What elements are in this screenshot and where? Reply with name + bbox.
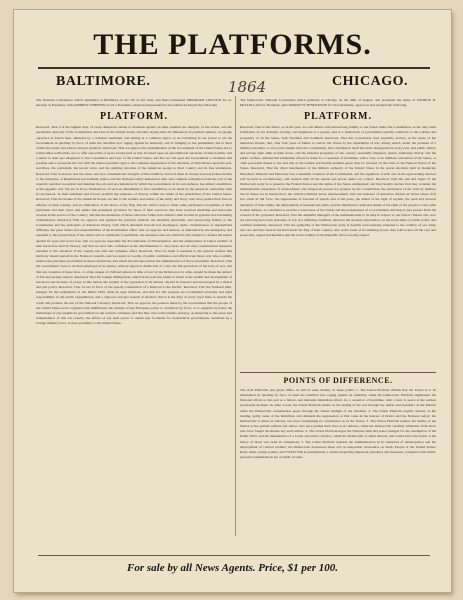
sale-notice: For sale by all News Agents. Price, $1 per 100. [126,562,339,574]
chicago-column [240,74,436,239]
handwritten-year: 1864 [228,78,267,96]
points-heading: POINTS OF DIFFERENCE. [283,376,393,385]
points-rule [240,372,436,373]
bottom-rule [38,555,430,556]
broadside-sheet [14,10,451,592]
points-of-difference-section [240,370,436,460]
top-rule [38,67,430,69]
baltimore-platform-heading: PLATFORM. [100,111,168,123]
baltimore-platform-text: Resolved, That it is the highest duty of every American citizen to maintain against all their enemies the integrity of the Union, and the paramount authority of the Constitution and laws of the United States; and that, laying aside all differences of political opinion, we pledge ourselves as Union men, animated by a common sentiment, and aiming at a common object, to do everything in our power to aid the Government in quelling by force of arms the rebellion now raging against its authority, and in bringing to the punishment due to their crimes the rebels and traitors arrayed against it. Resolved, That we approve the determination of the Government of the United States not to compromise with rebels, nor to offer any terms of peace except such as may be based upon an unconditional surrender of their hostility and a return to their just allegiance to the Constitution and laws of the United States, and that we call upon the Government to maintain this position and to prosecute the war with the utmost possible vigor to the complete suppression of the rebellion, in full reliance upon the self-sacrifices, the patriotism, the heroic valor, and the undying devotion of the American people to their country and its free institutions. Resolved, That as slavery was the cause, and now constitutes the strength, of this rebellion, and as it must be always and everywhere hostile to the principles of Republican Government, justice and the National safety demand its utter and complete extirpation from the soil of the republic; and that we uphold and maintain the acts and proclamations by which the Government, in its own defence, has aimed a deathblow at this gigantic evil. We are in favor, furthermore, of such an amendment to the Constitution, to be made by the people in conformity with its provisions, as shall terminate and forever prohibit the existence of Slavery within the limits of the jurisdiction of the United States. Resolved, That the thanks of the American People are due to the soldiers and sailors of the Army and Navy, who have periled their lives in defence of their country, and in vindication of the honor of the flag; that the nation owes to them some permanent recognition of their patriotism and their valor, and ample and permanent provision for those of their survivors who have received disabling and honorable wounds in the service of the country; and that the memories of those who have fallen in its defence shall be held in grateful and everlasting remembrance. Resolved, That we approve and applaud the practical wisdom, the unselfish patriotism, and unswerving fidelity to the Constitution and the principles of American liberty, with which Abraham Lincoln has discharged, under circumstances of unparalleled difficulty, the great duties and responsibilities of the Presidential office; that we approve and indorse, as demanded by the emergency and essential to the preservation of the nation and as within the Constitution, the measures and acts which he has adopted to defend the nation against its open and secret foes; that we approve especially the Proclamation of Emancipation, and the employment as Union soldiers of men heretofore held in Slavery; and that we have full confidence in his determination to carry these and all other constitutional measures essential to the salvation of the country into full and complete effect. Resolved, That we deem it essential to the general welfare that harmony should prevail in the National councils, and we regard as worthy of public confidence and official trust those only who cordially indorse the principles proclaimed in these resolutions, and which should characterize the administration of the Government. Resolved, That the Government owes to all men employed in its armies, without regard to distinction of color, the full protection of the laws of war; and that any violation of these laws, or of the usages of civilized nations in time of war by the Rebels now in arms, should be made the subject of full and prompt redress. Resolved, That the foreign immigration, which in the past has added so much to the wealth and development of resources and increase of power to this nation, the asylum of the oppressed of all nations, should be fostered and encouraged by a liberal and just policy. Resolved, That we are in favor of the speedy construction of a Railroad to the Pacific. Resolved, That the National faith, pledged for the redemption of the Public Debt, must be kept inviolate, and that for this purpose we recommend economy and rigid responsibility in the public expenditures, and a vigorous and just system of taxation; that it is the duty of every loyal State to sustain the credit and promote the use of the National Currency. Resolved, That we approve the position taken by the Government that the people of the United States never regarded with indifference the attempt of any European power to overthrow by force, or to supplant by fraud, the institutions of any republican government on the western continent, and that they view with extreme jealousy, as menacing to the peace and independence of this our country, the efforts of any such power to obtain new footholds for monarchical governments, sustained by a foreign military force, in near proximity to the United States. [36,125,232,326]
headline: THE PLATFORMS. [93,28,372,61]
chicago-platform-heading: PLATFORM. [304,111,372,123]
chicago-platform-text: Resolved, That in the future, as in the past, we will adhere with unswerving fidelity to the Union under the Constitution, as the only solid foundation of our strength, security, and happiness as a people, and as a framework of government equally conducive to the welfare and prosperity of all the States, both Northern and Southern. Resolved, That this Convention does explicitly declare, as the sense of the American People, that, after four years of failure to restore the Union by the experiment of war, during which, under the pretense of a military necessity or war power higher than the Constitution, the Constitution itself has been disregarded in every part, and public liberty and private right alike trodden down, and the material prosperity of the country essentially impaired, justice, humanity, liberty, and the public welfare, demand that immediate efforts be made for a cessation of hostilities, with a view to an ultimate convention of the States, or other peaceable means to the end that at the earliest practicable moment peace may be restored on the basis of the Federal Union of the States. Resolved, That the direct interference of the military authority of the United States in the recent elections held in Kentucky, Maryland, Missouri and Delaware was a shameful violation of the Constitution, and the repetition of such acts in the approaching election will be held as revolutionary, and resisted with all the means and power under our control. Resolved, That the aim and object of the Democratic party is to preserve the Federal Union and the rights of the States unimpaired; and they hereby declare that they consider the administrative usurpation of extraordinary and dangerous powers not granted by the Constitution, the subversion of the civil by military law in States not in insurrection, the arbitrary military arrest, imprisonment, trial and sentence of American citizens in States where civil law exists in full force, the suppression of freedom of speech and of the press, the denial of the right of asylum, the open and avowed disregard of State rights, the employment of unusual test-oaths, and the interference with and denial of the right of the people to bear arms in their defense, as calculated to prevent a restoration of the Union and the perpetuation of a Government deriving its just powers from the consent of the governed. Resolved, That the shameful disregard of the Administration to its duty in respect to our fellow citizens who now are and long have been prisoners of war in a suffering condition, deserves the severest reprobation, on the score alike of public policy and common humanity. Resolved, That the sympathy of the Democratic party is heartily and earnestly extended to the soldiery of our army, who are and have been in the field under the flag of their country; and, in the event of its attaining power, they will receive all the care and protection, regard and kindness that the brave soldiers of the Republic have so nobly earned. [240,125,436,238]
chicago-title: CHICAGO. [332,74,408,89]
baltimore-title: BALTIMORE. [56,74,151,89]
points-text: The rival Platforms just given, differ, as will be seen, mainly on these points: 1. The Union Platform affirms that the Union is to be maintained by quelling by force of arms the rebellion now raging against its authority; while the Democratic Platform stigmatizes the National efforts to this end as a failure, and demands immediate efforts for a cessation of hostilities, with a view to peace at the earliest practicable moment. In other words: the Union Platform insists on the ending of the war through the defeat and surrender of the Rebels; while the Democratic contemplates peace through the virtual triumph of the rebellion. 2. The Union Platform regards Slavery as the leading, guilty cause of the Rebellion, and demands the suppression of that cause in the interest of Justice and the National safety; the Democratic is silent on Slavery, not even condemning its continuance as in the Union. 3. The Union Platform tenders the thanks of the Nation to the gallant soldiers and sailors who have periled their lives in its defence; while the Democratic carefully withholds from those who have fought the Rebels any such tribute. 4. The Union Platform urges the National faith and honor pledged for the redemption of the Public Debt, and the maintenance of a sound and stable currency; while the Democratic is silent thereon, and would leave the nation at the mercy of those who hold its obligations. 5. The Union Platform upholds the Administration in its measures of emancipation and the employment of colored soldiers; the Democratic denounces these acts as usurpation. Pronounce on them, People of the United States! Read, mark, weigh, ponder, and VOTE! This is preeminently a contest respecting important principles and measures, compared with which, personal considerations are of small account. [240,388,436,460]
column-divider [235,96,236,536]
baltimore-intro: The National Convention which assembled at Baltimore on the 7th of last June, and there nominated ABRAHAM LINCOLN for re-election as President, with ANDREW JOHNSON as Vice-President, adopted and presented to the American People the following [36,98,232,107]
baltimore-column [36,74,232,326]
chicago-intro: The Democratic National Convention which gathered at Chicago on the 29th of August, and presented the name of GEORGE B. McCLELLAN for President, and GEORGE H. PENDLETON for Vice-President, agreed on and adopted the following [240,98,436,107]
